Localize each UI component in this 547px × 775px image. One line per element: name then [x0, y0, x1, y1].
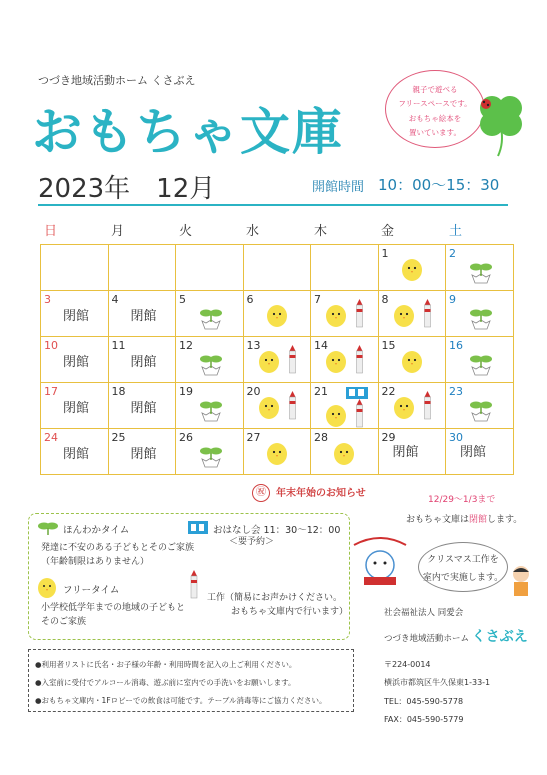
sprout-icon: [198, 399, 224, 427]
chick-icon: [333, 441, 355, 469]
day-number: 4: [111, 293, 119, 306]
crayon-icon: [189, 570, 199, 600]
chick-icon: [393, 395, 415, 423]
calendar-day: [378, 291, 446, 337]
lucky-cat-icon: [350, 535, 410, 587]
chick-icon: [401, 349, 423, 377]
calendar-day: [243, 383, 311, 429]
calendar-day: [446, 429, 514, 475]
weekday-thu: 木: [314, 224, 328, 239]
day-number: 17: [44, 385, 58, 398]
calendar-day: [446, 383, 514, 429]
calendar-day: [41, 291, 109, 337]
christmas-bubble: [418, 542, 508, 592]
calendar-day: [311, 245, 379, 291]
calendar-week: [41, 429, 514, 475]
crayon-icon: [355, 299, 364, 333]
chick-icon: [325, 403, 347, 431]
intro-line: 置いています。: [409, 127, 461, 137]
calendar-week: [41, 291, 514, 337]
picture-book-icon: [187, 519, 209, 535]
day-number: 28: [314, 431, 328, 444]
legend-story-title: おはなし会 11：30〜12：00: [213, 525, 341, 536]
page-title: おもちゃ文庫: [32, 103, 344, 161]
intro-line: おもちゃ絵本を: [408, 113, 462, 123]
closed-label: 閉館: [63, 309, 90, 324]
day-number: 13: [246, 339, 261, 352]
day-number: 5: [179, 293, 186, 306]
calendar-day: [176, 245, 244, 291]
weekday-sun: 日: [44, 224, 58, 239]
legend-story-sub: ＜要予約＞: [229, 537, 275, 547]
calendar-day: [311, 429, 379, 475]
day-number: 3: [44, 293, 51, 306]
yearend-notice-title: 年末年始のお知らせ: [276, 488, 366, 499]
calendar-day: [41, 383, 109, 429]
sprout-icon: [37, 520, 59, 536]
closed-label: 閉館: [63, 447, 90, 462]
calendar-day: [378, 245, 446, 291]
calendar-day: [311, 337, 379, 383]
christmas-line: 室内で実施します。: [422, 573, 504, 583]
rule-item: ●おもちゃ文庫内・1Fロビーでの飲食は可能です。テーブル消毒等にご協力ください。: [35, 696, 327, 705]
calendar-day: [41, 429, 109, 475]
day-number: 12: [179, 339, 193, 352]
yearend-closed-word: 閉館: [469, 515, 488, 525]
day-number: 11: [111, 339, 126, 352]
address-block: [384, 656, 490, 730]
legend-sprout-desc: （年齢制限はありません）: [41, 557, 150, 567]
day-number: 21: [314, 385, 328, 398]
calendar-grid: [40, 244, 514, 475]
sprout-icon: [468, 261, 494, 289]
day-number: 30: [449, 431, 463, 444]
sprout-icon: [198, 307, 224, 335]
corp-line: 社会福祉法人 同愛会: [384, 608, 464, 618]
sprout-icon: [198, 445, 224, 473]
sprout-icon: [468, 399, 494, 427]
calendar-day: [176, 337, 244, 383]
calendar-day: [243, 245, 311, 291]
calendar-day: [41, 245, 109, 291]
legend-chick-desc: 小学校低学年までの地域の子どもと: [41, 603, 186, 613]
year-month: 2023年 12月: [38, 174, 216, 204]
hours-value: 10：00〜15：30: [378, 176, 500, 194]
calendar-day: [176, 291, 244, 337]
sprout-icon: [468, 307, 494, 335]
calendar-day: [378, 337, 446, 383]
fax: FAX：045-590-5779: [384, 715, 464, 725]
calendar-day: [243, 337, 311, 383]
chick-icon: [393, 303, 415, 331]
calendar-day: [243, 291, 311, 337]
calendar-day: [176, 383, 244, 429]
closed-label: 閉館: [130, 355, 157, 370]
corp-name: くさぶえ: [471, 628, 528, 645]
rule-item: ●入室前に受付でアルコール消毒、遊ぶ前に室内での手洗いをお願いします。: [35, 678, 296, 687]
legend-box: [28, 513, 350, 640]
calendar-day: [446, 245, 514, 291]
day-number: 10: [44, 339, 58, 352]
crayon-icon: [288, 345, 297, 379]
day-number: 23: [449, 385, 463, 398]
closed-label: 閉館: [130, 309, 157, 324]
day-number: 29: [381, 431, 396, 444]
calendar-week: [41, 383, 514, 429]
day-number: 2: [449, 247, 456, 260]
day-number: 9: [449, 293, 456, 306]
day-number: 8: [381, 293, 389, 306]
yearend-prefix: おもちゃ文庫は: [406, 515, 470, 525]
calendar-week: [41, 337, 514, 383]
corporation-info: [384, 605, 528, 652]
closed-label: 閉館: [130, 447, 157, 462]
day-number: 6: [246, 293, 254, 306]
chick-icon: [266, 441, 288, 469]
child-icon: [508, 564, 534, 598]
celebration-icon: ㊗: [252, 484, 270, 502]
usage-rules: [28, 649, 354, 712]
yearend-closed-text: [406, 512, 522, 525]
calendar-day: [108, 245, 176, 291]
calendar-day: [311, 291, 379, 337]
crayon-icon: [423, 299, 432, 333]
closed-label: 閉館: [130, 401, 157, 416]
legend-chick-desc: そのご家族: [41, 617, 87, 627]
day-number: 18: [111, 385, 126, 398]
chick-icon: [325, 303, 347, 331]
day-number: 27: [246, 431, 261, 444]
legend-chick-title: フリータイム: [63, 585, 120, 596]
calendar-week: [41, 245, 514, 291]
day-number: 14: [314, 339, 328, 352]
rule-item: ●利用者リストに氏名・お子様の年齢・利用時間を記入の上ご利用ください。: [35, 660, 297, 669]
day-number: 20: [246, 385, 261, 398]
calendar-day: [311, 383, 379, 429]
divider: [38, 204, 508, 206]
crayon-icon: [288, 391, 297, 425]
clover-icon: [470, 88, 530, 158]
crayon-icon: [355, 345, 364, 379]
yearend-dates: 12/29〜1/3まで: [428, 495, 496, 505]
chick-icon: [325, 349, 347, 377]
day-number: 15: [381, 339, 396, 352]
phone: TEL：045-590-5778: [384, 696, 464, 706]
day-number: 16: [449, 339, 463, 352]
day-number: 19: [179, 385, 193, 398]
closed-label: 閉館: [460, 445, 487, 460]
calendar-day: [378, 429, 446, 475]
crayon-icon: [423, 391, 432, 425]
closed-label: 閉館: [63, 401, 90, 416]
day-number: 25: [111, 431, 126, 444]
intro-line: 親子で遊べる: [412, 85, 458, 94]
christmas-line: クリスマス工作を: [427, 555, 499, 565]
legend-sprout-desc: 発達に不安のある子どもとそのご家族: [41, 543, 195, 553]
closed-label: 閉館: [63, 355, 90, 370]
calendar-day: [378, 383, 446, 429]
zip-code: 〒224-0014: [384, 660, 431, 669]
weekday-sat: 土: [449, 224, 463, 239]
day-number: 26: [179, 431, 193, 444]
weekday-wed: 水: [246, 224, 260, 239]
intro-line: フリースペースです。: [398, 99, 472, 109]
calendar-day: [41, 337, 109, 383]
calendar-day: [108, 291, 176, 337]
weekday-fri: 金: [381, 224, 395, 239]
day-number: 7: [314, 293, 321, 306]
sprout-icon: [198, 353, 224, 381]
weekday-mon: 月: [111, 224, 125, 239]
corp-line: つづき地域活動ホーム: [384, 633, 470, 644]
chick-icon: [401, 257, 423, 285]
yearend-suffix: します。: [487, 515, 523, 525]
organization-name: つづき地域活動ホーム くさぶえ: [38, 74, 196, 87]
legend-craft-desc: おもちゃ文庫内で行います）: [231, 607, 349, 617]
chick-icon: [266, 303, 288, 331]
day-number: 24: [44, 431, 58, 444]
chick-icon: [258, 395, 280, 423]
legend-sprout-title: ほんわかタイム: [63, 525, 130, 536]
legend-craft-desc: 工作（簡易にお声かけください。: [207, 593, 343, 603]
weekday-tue: 火: [179, 224, 193, 239]
hours-label: 開館時間: [312, 180, 365, 195]
day-number: 22: [381, 385, 396, 398]
day-number: 1: [381, 247, 389, 260]
sprout-icon: [468, 353, 494, 381]
chick-icon: [37, 576, 57, 598]
calendar-day: [108, 383, 176, 429]
calendar-day: [446, 291, 514, 337]
chick-icon: [258, 349, 280, 377]
street-address: 横浜市都筑区牛久保東1-33-1: [384, 678, 491, 688]
closed-label: 閉館: [392, 445, 419, 460]
calendar-day: [108, 337, 176, 383]
calendar-day: [446, 337, 514, 383]
calendar-day: [243, 429, 311, 475]
calendar-day: [108, 429, 176, 475]
calendar-day: [176, 429, 244, 475]
